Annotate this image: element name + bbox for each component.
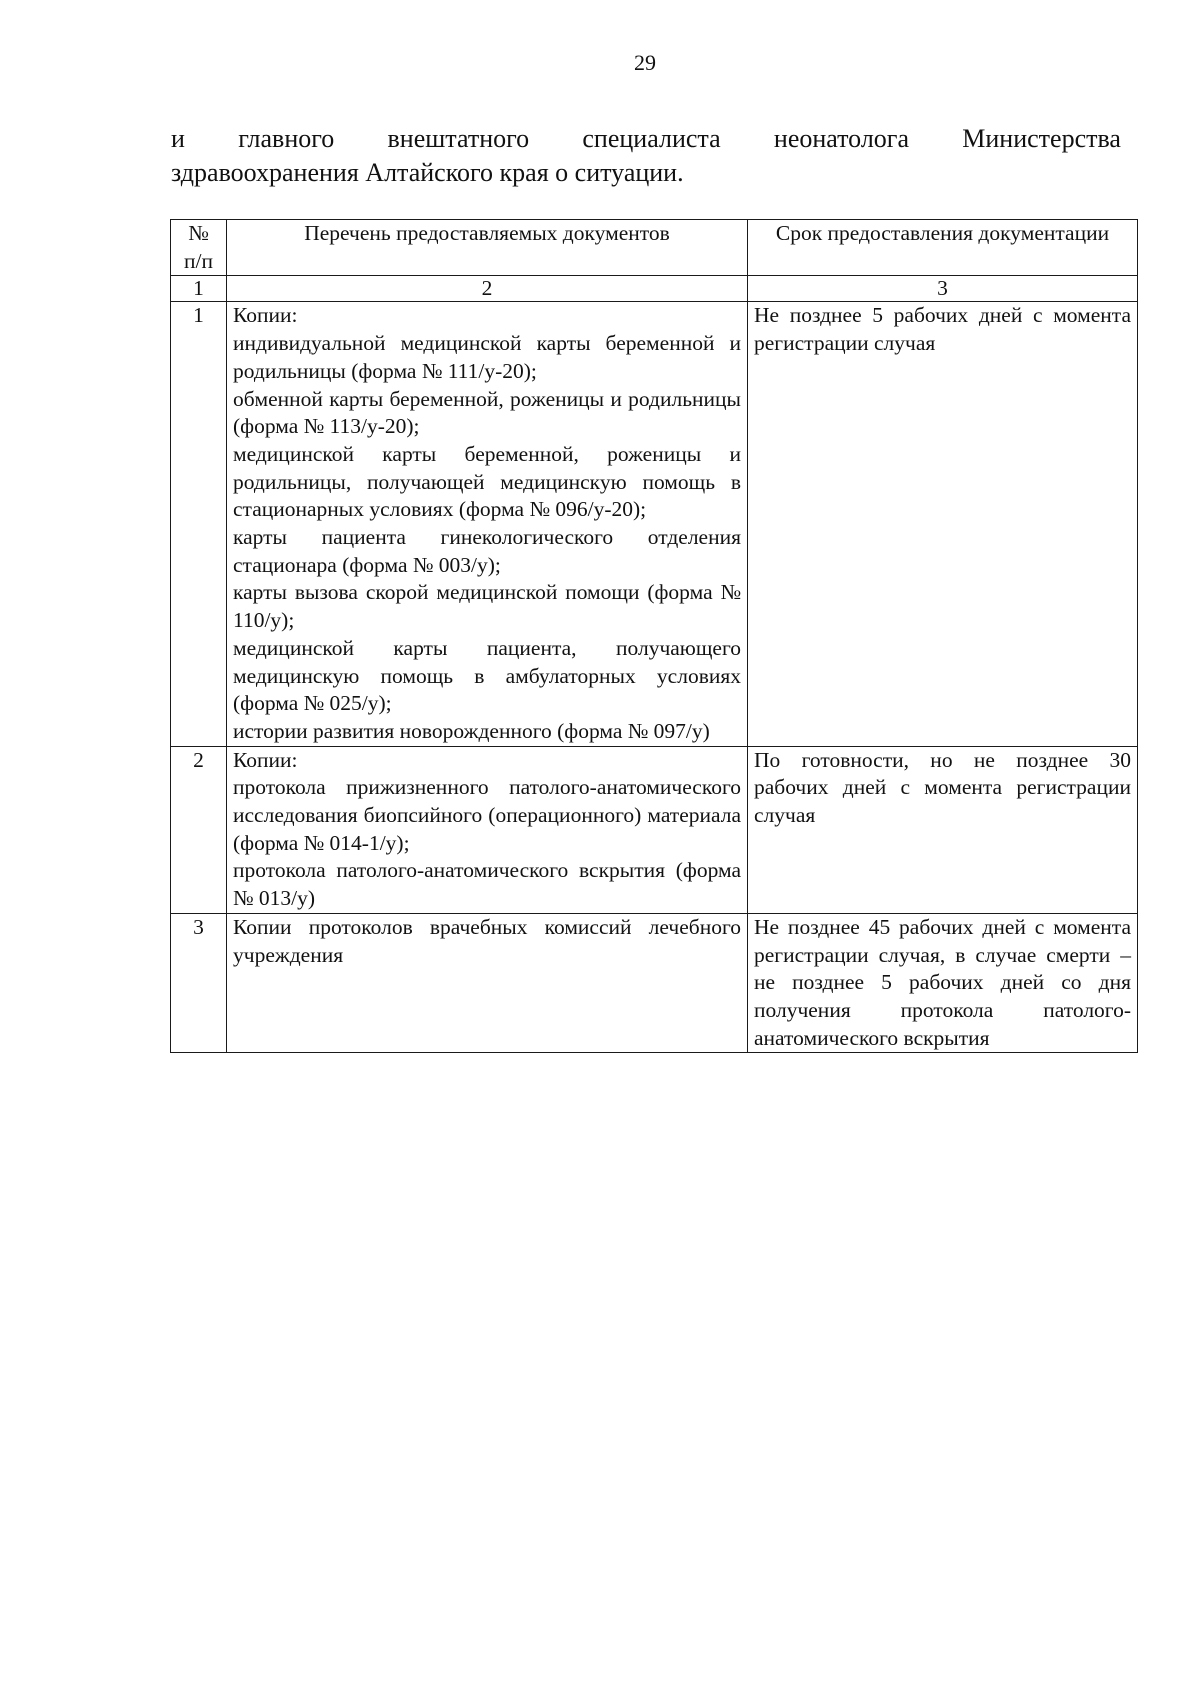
- deadline-cell: [748, 913, 1138, 1053]
- table-row: [171, 913, 1138, 1053]
- document-item: карты пациента гинекологического отделения стационара (форма № 003/у);: [233, 525, 741, 577]
- intro-word: главного: [238, 124, 335, 153]
- intro-line-1: [171, 122, 1121, 156]
- intro-word: неонатолога: [773, 124, 909, 153]
- intro-word: внештатного: [387, 124, 530, 153]
- deadline-cell: [748, 302, 1138, 746]
- deadline-text: По готовности, но не позднее 30 рабочих дней с момента регистрации случая: [754, 747, 1131, 828]
- document-item: протокола патолого-анатомического вскрытия (форма № 013/у): [233, 858, 741, 911]
- document-item: истории развития новорожденного (форма № 097/у): [233, 718, 710, 743]
- documents-cell: [227, 746, 748, 913]
- deadline-cell: [748, 746, 1138, 913]
- row-number: 3: [171, 913, 227, 1053]
- document-item: Копии:: [233, 303, 298, 328]
- header-deadline: Срок предоставления документации: [748, 220, 1138, 276]
- documents-cell: [227, 302, 748, 746]
- document-item: обменной карты беременной, роженицы и родильницы (форма № 113/у-20);: [233, 386, 741, 439]
- documents-cell: [227, 913, 748, 1053]
- page-number: 29: [634, 50, 656, 75]
- deadline-text: Не позднее 5 рабочих дней с момента регистрации случая: [754, 303, 1131, 356]
- table-header-row: [171, 220, 1138, 276]
- document-item: индивидуальной медицинской карты беременной и родильницы (форма № 111/у-20);: [233, 331, 741, 383]
- row-number: 2: [171, 746, 227, 913]
- intro-word: и: [171, 124, 185, 153]
- column-number: 1: [171, 276, 227, 302]
- column-number-row: [171, 276, 1138, 302]
- document-item: Копии:: [233, 747, 298, 772]
- header-documents: Перечень предоставляемых документов: [227, 220, 748, 276]
- document-item: медицинской карты беременной, роженицы и родильницы, получающей медицинскую помощь в стационарных условиях (форма № 096/у-20);: [233, 441, 741, 522]
- intro-word: специалиста: [582, 124, 721, 153]
- header-number: № п/п: [171, 220, 227, 276]
- row-number: 1: [171, 302, 227, 746]
- intro-word: Министерства: [962, 124, 1121, 153]
- deadline-text: Не позднее 45 рабочих дней с момента регистрации случая, в случае смерти – не позднее 5 рабочих дней со дня получения протокола патолого-анатомического вскрытия: [754, 914, 1131, 1050]
- table-row: [171, 302, 1138, 746]
- intro-paragraph: [171, 122, 1121, 190]
- document-item: карты вызова скорой медицинской помощи (форма № 110/у);: [233, 580, 741, 633]
- document-item: протокола прижизненного патолого-анатомического исследования биопсийного (операционного) материала (форма № 014-1/у);: [233, 775, 741, 855]
- document-item: медицинской карты пациента, получающего медицинскую помощь в амбулаторных условиях (форма № 025/у);: [233, 635, 741, 716]
- table-row: [171, 746, 1138, 913]
- intro-line-2: здравоохранения Алтайского края о ситуации.: [171, 158, 684, 187]
- column-number: 3: [748, 276, 1138, 302]
- documents-table: [170, 219, 1138, 1053]
- document-item: Копии протоколов врачебных комиссий лечебного учреждения: [233, 914, 741, 967]
- column-number: 2: [227, 276, 748, 302]
